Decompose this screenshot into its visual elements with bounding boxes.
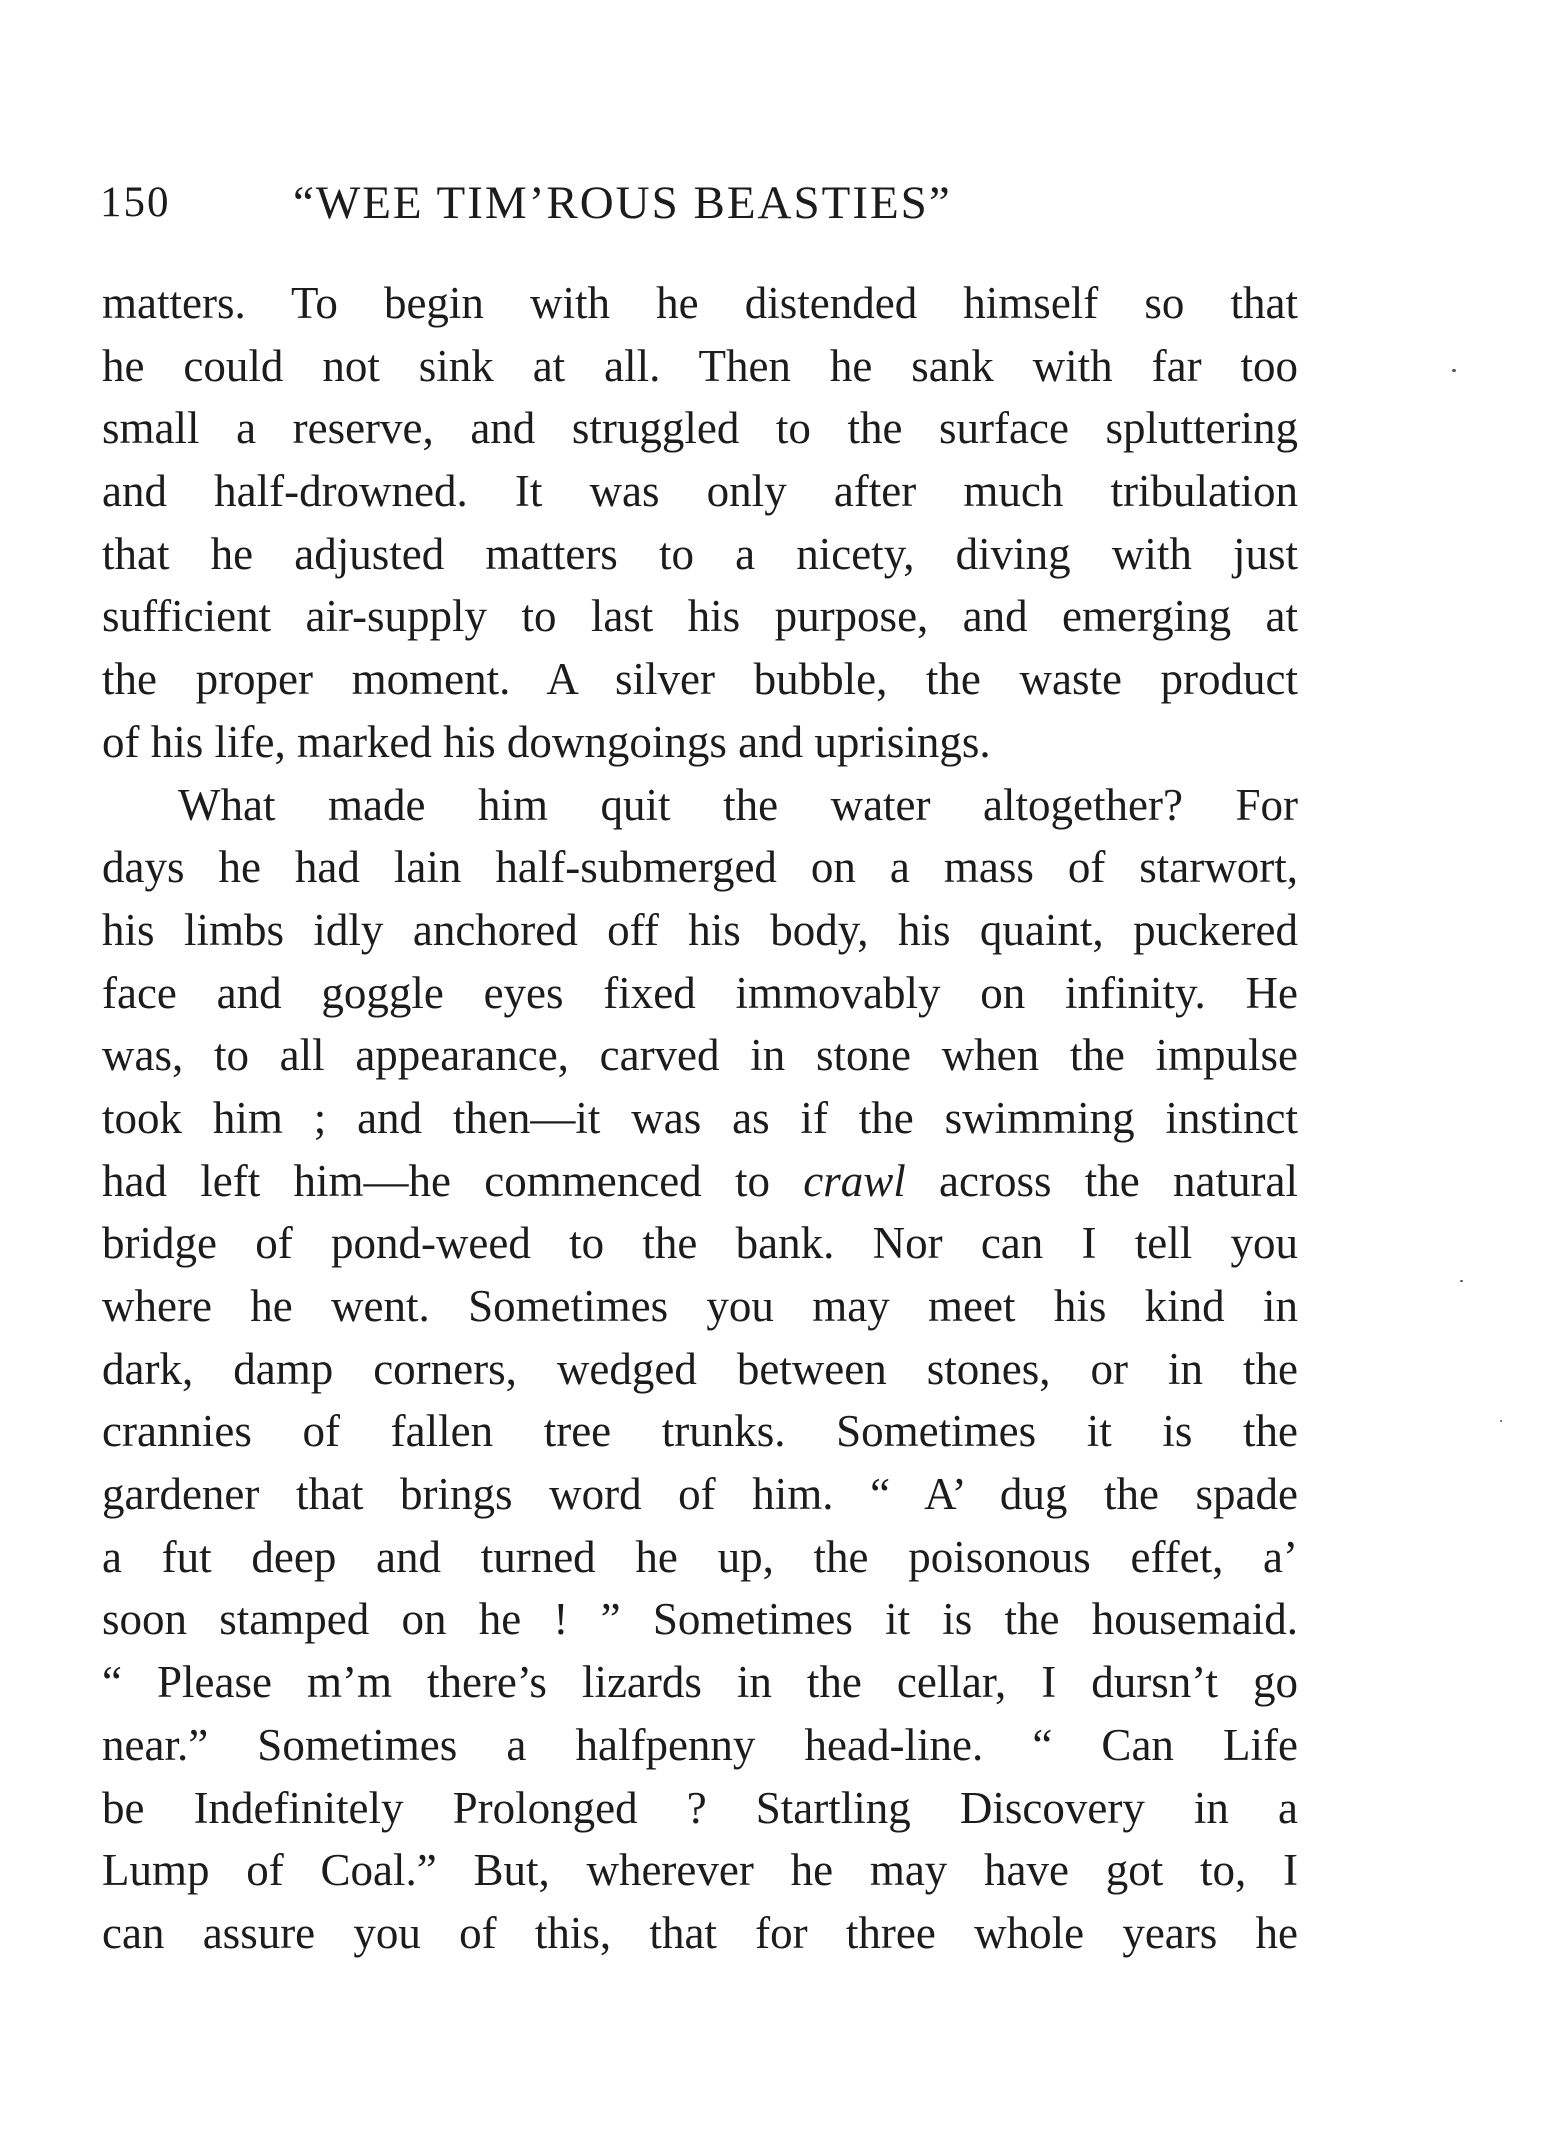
text-line: and half-drowned. It was only after much tribulation bbox=[102, 466, 1298, 517]
text-line: sufficient air-supply to last his purpose, and emerging at bbox=[102, 591, 1298, 642]
text-line: face and goggle eyes fixed immovably on infinity. He bbox=[102, 967, 1298, 1018]
text-line: matters. To begin with he distended himself so that bbox=[102, 278, 1298, 328]
text-line: gardener that brings word of him. “ A’ dug the spade bbox=[102, 1469, 1298, 1520]
text-line: crannies of fallen tree trunks. Sometimes it is the bbox=[102, 1406, 1298, 1457]
text-line: his limbs idly anchored off his body, his quaint, puckered bbox=[102, 904, 1298, 955]
text-line: was, to all appearance, carved in stone when the impulse bbox=[102, 1030, 1298, 1081]
text-line: What made him quit the water altogether? For bbox=[178, 779, 1298, 830]
scan-speck bbox=[1452, 369, 1456, 372]
text-line: where he went. Sometimes you may meet his kind in bbox=[102, 1281, 1298, 1331]
text-line: dark, damp corners, wedged between stones, or in the bbox=[102, 1343, 1298, 1394]
text-line: Lump of Coal.” But, wherever he may have got to, I bbox=[102, 1845, 1298, 1896]
text-line: “ Please m’m there’s lizards in the cellar, I dursn’t go bbox=[102, 1657, 1298, 1708]
text-line: be Indefinitely Prolonged ? Startling Discovery in a bbox=[102, 1782, 1298, 1833]
scan-speck bbox=[1500, 1420, 1502, 1422]
text-line: bridge of pond-weed to the bank. Nor can I tell you bbox=[102, 1218, 1298, 1269]
page-number: 150 bbox=[100, 179, 171, 226]
scan-speck bbox=[1460, 1280, 1463, 1282]
text-segment: across the natural bbox=[905, 1155, 1298, 1206]
body-text bbox=[102, 272, 1298, 1965]
text-line: a fut deep and turned he up, the poisonous effet, a’ bbox=[102, 1531, 1298, 1582]
text-line: soon stamped on he ! ” Sometimes it is the housemaid. bbox=[102, 1594, 1298, 1645]
page-header bbox=[100, 168, 1300, 238]
text-line: days he had lain half-submerged on a mass of starwort, bbox=[102, 842, 1298, 893]
text-line: that he adjusted matters to a nicety, diving with just bbox=[102, 528, 1298, 579]
text-line bbox=[102, 1150, 1298, 1213]
text-line: can assure you of this, that for three whole years he bbox=[102, 1907, 1298, 1958]
text-line: he could not sink at all. Then he sank with far too bbox=[102, 340, 1298, 391]
text-line: near.” Sometimes a halfpenny head-line. “ Can Life bbox=[102, 1719, 1298, 1770]
running-title: “WEE TIM’ROUS BEASTIES” bbox=[293, 177, 952, 229]
text-line: took him ; and then—it was as if the swimming instinct bbox=[102, 1092, 1298, 1143]
text-line: of his life, marked his downgoings and uprisings. bbox=[102, 716, 991, 767]
italic-word: crawl bbox=[803, 1155, 906, 1206]
text-segment: had left him—he commenced to bbox=[102, 1155, 804, 1206]
text-line: the proper moment. A silver bubble, the waste product bbox=[102, 654, 1298, 705]
text-line: small a reserve, and struggled to the surface spluttering bbox=[102, 403, 1298, 454]
